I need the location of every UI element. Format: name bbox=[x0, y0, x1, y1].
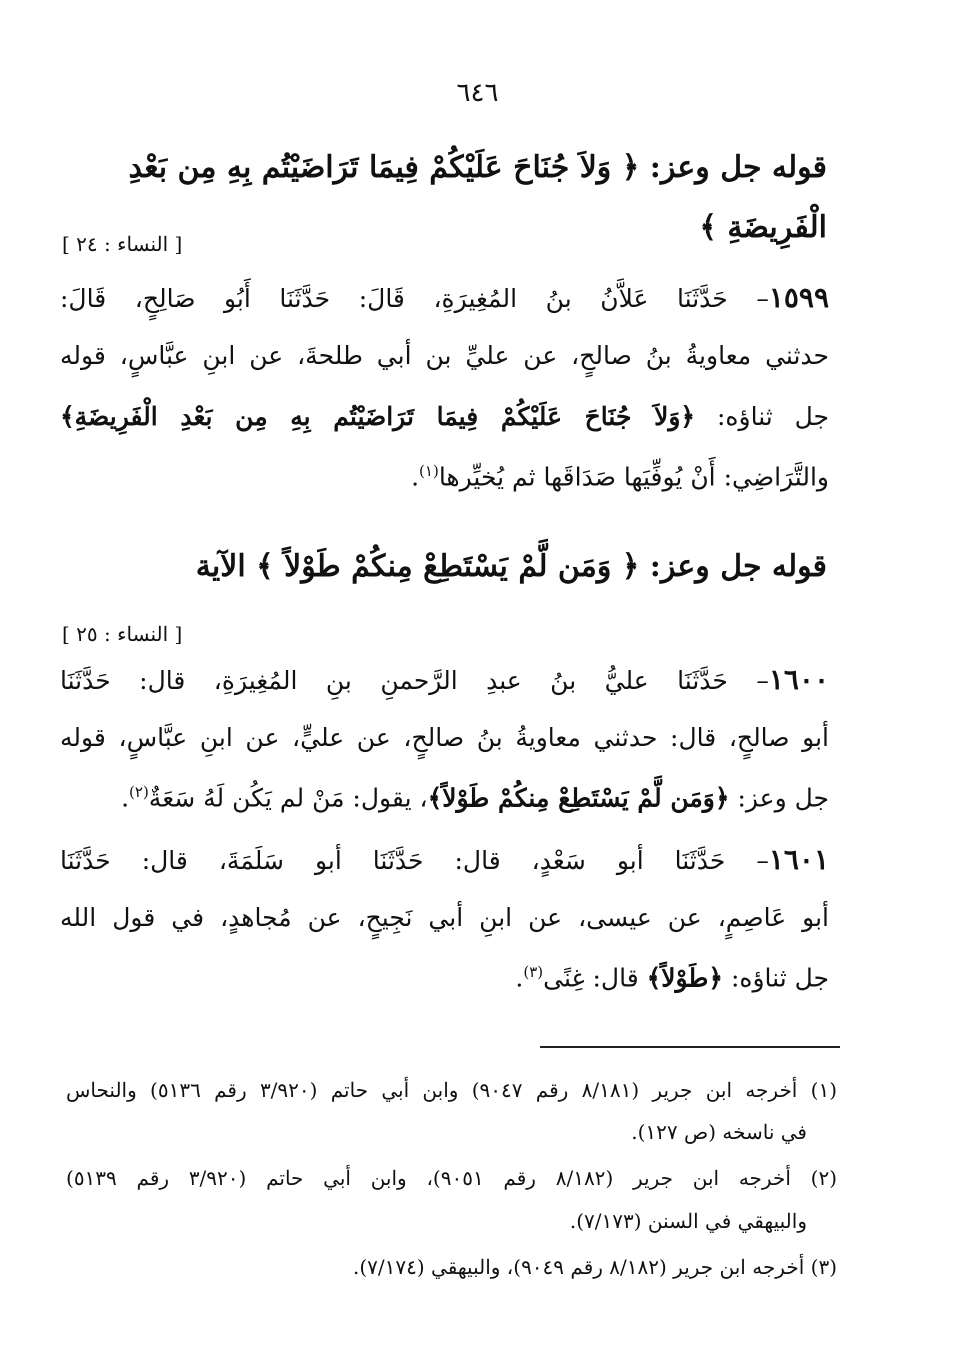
footnote-1-line-1: (١) أخرجه ابن جرير (٨/١٨١ رقم ٩٠٤٧) وابن أبي حاتم (٣/٩٢٠ رقم ٥١٣٦) والنحاس bbox=[66, 1078, 838, 1102]
hadith-1601-line-2: أبو عَاصِمٍ، عن عيسى، عن ابنِ أبي نَجِيحٍ، عن مُجاهدٍ، في قول الله bbox=[60, 903, 829, 932]
quran-verse: ﴿وَمَن لَّمْ يَسْتَطِعْ مِنكُمْ طَوْلاً﴾ bbox=[427, 783, 730, 813]
hadith-1601-line-1 bbox=[60, 843, 829, 876]
hadith-text: قال: غِنًى bbox=[543, 963, 647, 993]
heading-verse-24-line-1: قوله جل وعز: ﴿ وَلاَ جُنَاحَ عَلَيْكُمْ فِيمَا تَرَاضَيْتُم بِهِ مِن بَعْدِ bbox=[128, 150, 827, 185]
verse-reference-25: [ النساء : ٢٥ ] bbox=[62, 622, 183, 646]
hadith-1600-line-2: أبو صالحٍ، قال: حدثني معاويةُ بنُ صالحٍ، عن عليٍّ، عن ابنِ عبَّاسٍ، قوله bbox=[60, 723, 829, 752]
hadith-text: جل وعز: bbox=[729, 783, 829, 813]
hadith-number: ١٥٩٩ bbox=[768, 281, 829, 314]
footnote-2-line-2: والبيهقي في السنن (٧/١٧٣). bbox=[569, 1209, 807, 1233]
footnote-2-line-1: (٢) أخرجه ابن جرير (٨/١٨٢ رقم ٩٠٥١)، وابن أبي حاتم (٣/٩٢٠ رقم ٥١٣٩) bbox=[66, 1166, 837, 1190]
quran-verse: ﴿طَوْلاً﴾ bbox=[646, 963, 723, 993]
hadith-1599-line-3 bbox=[60, 402, 829, 431]
hadith-text: ، يقول: مَنْ لم يَكُن لَهُ سَعَةٌ bbox=[148, 783, 428, 813]
footnote-marker: (٣) bbox=[523, 963, 544, 981]
hadith-text: – حَدَّثَنَا أبو سَعْدٍ، قال: حَدَّثَنَا أبو سَلَمَةَ، قال: حَدَّثَنَا bbox=[60, 846, 769, 875]
footnote-1-line-2: في ناسخه (ص ١٢٧). bbox=[631, 1120, 807, 1144]
heading-verse-24-line-2: الْفَرِيضَةِ ﴾ bbox=[699, 210, 827, 245]
quran-verse: ﴿وَلاَ جُنَاحَ عَلَيْكُمْ فِيمَا تَرَاضَيْتُم بِهِ مِن بَعْدِ الْفَرِيضَةِ﴾ bbox=[60, 402, 696, 431]
footnote-marker: (١) bbox=[419, 462, 439, 480]
page-number: ٦٤٦ bbox=[456, 78, 499, 108]
hadith-number: ١٦٠٠ bbox=[768, 663, 829, 696]
hadith-1600-line-3 bbox=[60, 783, 829, 812]
heading-verse-25: قوله جل وعز: ﴿ وَمَن لَّمْ يَسْتَطِعْ مِنكُمْ طَوْلاً ﴾ الآية bbox=[195, 549, 827, 584]
punctuation: . bbox=[515, 963, 524, 993]
hadith-number: ١٦٠١ bbox=[768, 843, 829, 876]
hadith-1599-line-2: حدثني معاويةُ بنُ صالحٍ، عن عليِّ بن أبي طلحةَ، عن ابنِ عبَّاسٍ، قوله bbox=[60, 341, 829, 370]
punctuation: . bbox=[121, 783, 130, 813]
hadith-text: – حَدَّثَنَا عَلاَّنُ بنُ المُغِيرَةِ، قَالَ: حَدَّثَنَا أَبُو صَالِحٍ، قَالَ: bbox=[60, 284, 769, 313]
hadith-1601-line-3 bbox=[60, 963, 829, 992]
hadith-1600-line-1 bbox=[60, 663, 829, 696]
footnote-3-line-1: (٣) أخرجه ابن جرير (٨/١٨٢ رقم ٩٠٤٩)، والبيهقي (٧/١٧٤). bbox=[353, 1255, 837, 1279]
hadith-text: جل ثناؤه: bbox=[695, 402, 829, 431]
hadith-1599-line-1 bbox=[60, 281, 829, 314]
punctuation: . bbox=[411, 462, 420, 492]
footnote-marker: (٢) bbox=[129, 783, 149, 801]
footnote-divider bbox=[540, 1046, 840, 1048]
verse-reference-24: [ النساء : ٢٤ ] bbox=[62, 232, 183, 256]
hadith-text: جل ثناؤه: bbox=[723, 963, 829, 993]
hadith-text: والتَّرَاضِي: أَنْ يُوفِّيَها صَدَاقَها ثم يُخيِّرها bbox=[438, 462, 829, 492]
hadith-text: – حَدَّثَنَا عليُّ بنُ عبدِ الرَّحمنِ بنِ المُغِيرَةِ، قال: حَدَّثَنَا bbox=[60, 666, 769, 695]
hadith-1599-line-4 bbox=[60, 462, 829, 491]
